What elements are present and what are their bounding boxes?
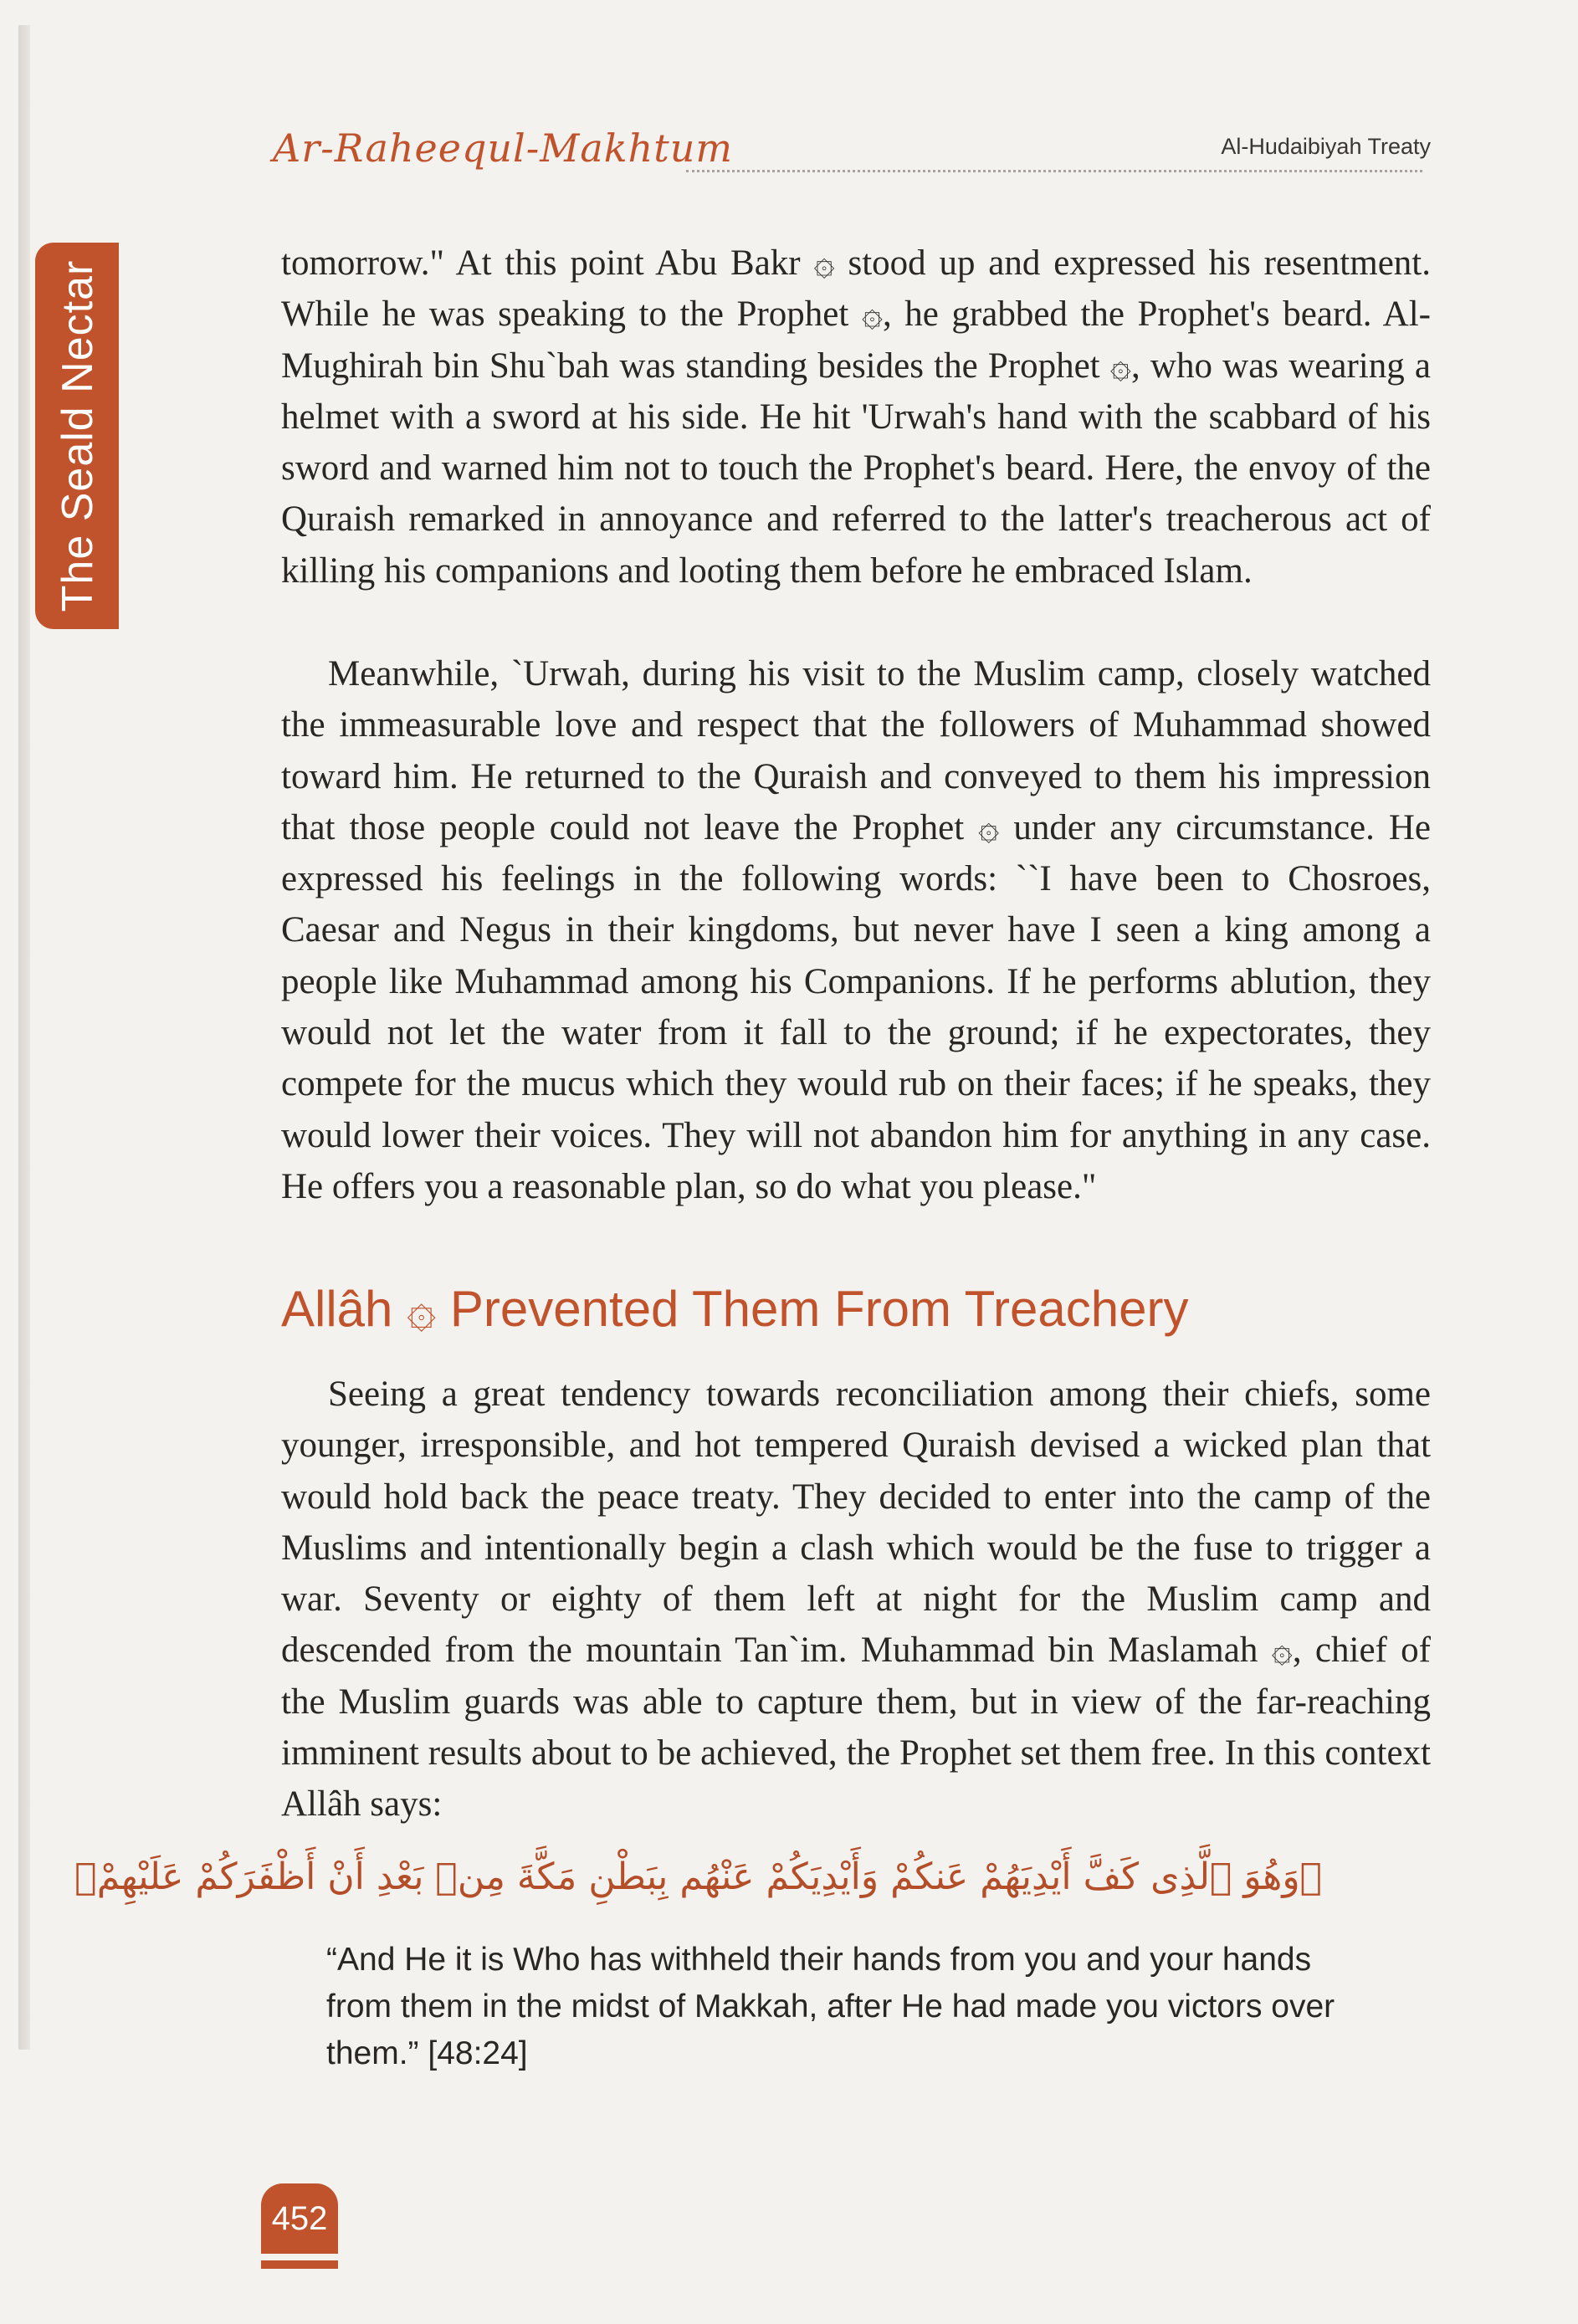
page-scan-edge — [18, 25, 30, 2050]
header-chapter-title: Al-Hudaibiyah Treaty — [1221, 134, 1431, 159]
verse-arabic: ﴿وَهُوَ ٱلَّذِى كَفَّ أَيْدِيَهُمْ عَنكُمْ وَأَيْدِيَكُمْ عَنْهُم بِبَطْنِ مَكَّةَ مِنۢ بَعْدِ أَنْ أَظْفَرَكُمْ عَلَيْهِمْ﴾ — [74, 1856, 1322, 1898]
paragraph-2: Meanwhile, `Urwah, during his visit to the Muslim camp, closely watched the immeasurable love and respect that the followers of Muhammad showed toward him. He returned to the Quraish and conveyed to them his impression that those people could not leave the Prophet ۞ under any circumstance. He expressed his feelings in the following words: ``I have been to Chosroes, Caesar and Negus in their kingdoms, but never have I seen a king among a people like Muhammad among his Companions. If he performs ablution, they would not let the water from it fall to the ground; if he expectorates, they compete for the mucus which they would rub on their faces; if he speaks, they would lower their voices. They will not abandon him for anything in any case. He offers you a reasonable plan, so do what you please." — [281, 654, 1431, 1206]
verse-translation: “And He it is Who has withheld their hands from you and your hands from them in the midst of Makkah, after He had made you victors over them.” [48:24] — [326, 1942, 1335, 2071]
header-brand: Ar-Raheequl-Makhtum — [273, 125, 734, 171]
paragraph-3: Seeing a great tendency towards reconciliation among their chiefs, some younger, irresponsible, and hot tempered Quraish devised a wicked plan that would hold back the peace treaty. They decided to enter into the camp of the Muslims and intentionally begin a clash which would be the fuse to trigger a war. Seventy or eighty of them left at night for the Muslim camp and descended from the mountain Tan`im. Muhammad bin Maslamah ۞, chief of the Muslim guards was able to capture them, but in view of the far-reaching imminent results about to be achieved, the Prophet set them free. In this context Allâh says: — [281, 1374, 1431, 1825]
page-number-badge — [261, 2183, 338, 2254]
header-rule — [686, 170, 1422, 172]
section-heading: Allâh ۞ Prevented Them From Treachery — [281, 1281, 1189, 1337]
page-number-rule — [261, 2260, 338, 2269]
paragraph-1: tomorrow." At this point Abu Bakr ۞ stood up and expressed his resentment. While he was speaking to the Prophet ۞, he grabbed the Prophet's beard. Al-Mughirah bin Shu`bah was standing besides the Prophet ۞, who was wearing a helmet with a sword at his side. He hit 'Urwah's hand with the scabbard of his sword and warned him not to touch the Prophet's beard. Here, the envoy of the Quraish remarked in annoyance and referred to the latter's treacherous act of killing his companions and looting them before he embraced Islam. — [281, 243, 1431, 591]
side-tab-label: The Seald Nectar — [54, 259, 102, 612]
page-number: 452 — [271, 2200, 328, 2237]
